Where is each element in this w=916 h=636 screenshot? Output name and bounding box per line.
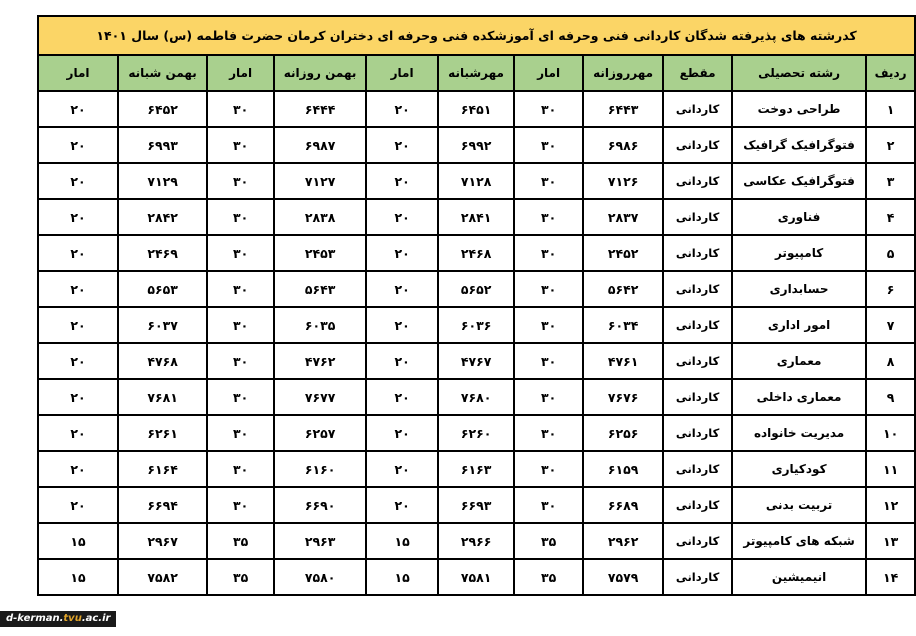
mehr-evening-code-cell: ۷۱۲۸: [438, 163, 514, 199]
bahman-evening-count-cell: ۱۵: [38, 559, 118, 595]
table-row: [38, 91, 915, 127]
row-number-cell: ۶: [866, 271, 915, 307]
bahman-evening-count-cell: ۲۰: [38, 199, 118, 235]
row-number-cell: ۷: [866, 307, 915, 343]
mehr-day-count-cell: ۳۰: [514, 415, 583, 451]
header-bahman-evening: بهمن شبانه: [118, 55, 207, 91]
bahman-evening-code-cell: ۶۹۹۳: [118, 127, 207, 163]
table-row: [38, 343, 915, 379]
header-bahman-day: بهمن روزانه: [274, 55, 366, 91]
mehr-day-count-cell: ۳۰: [514, 163, 583, 199]
level-cell: کاردانی: [663, 235, 732, 271]
bahman-day-count-cell: ۳۰: [207, 415, 274, 451]
bahman-evening-count-cell: ۲۰: [38, 235, 118, 271]
row-number-cell: ۱: [866, 91, 915, 127]
mehr-evening-count-cell: ۲۰: [366, 91, 438, 127]
field-cell: مدیریت خانواده: [732, 415, 866, 451]
row-number-cell: ۵: [866, 235, 915, 271]
watermark-suffix: .ac.ir: [81, 613, 111, 624]
bahman-evening-count-cell: ۲۰: [38, 415, 118, 451]
bahman-day-count-cell: ۳۰: [207, 163, 274, 199]
mehr-evening-count-cell: ۲۰: [366, 343, 438, 379]
header-mehr-day-count: امار: [514, 55, 583, 91]
row-number-cell: ۳: [866, 163, 915, 199]
mehr-evening-code-cell: ۶۹۹۲: [438, 127, 514, 163]
row-number-cell: ۲: [866, 127, 915, 163]
field-cell: معماری: [732, 343, 866, 379]
table-row: [38, 379, 915, 415]
bahman-day-code-cell: ۶۱۶۰: [274, 451, 366, 487]
table-row: [38, 235, 915, 271]
header-mehr-evening: مهرشبانه: [438, 55, 514, 91]
mehr-day-code-cell: ۷۵۷۹: [583, 559, 663, 595]
row-number-cell: ۱۱: [866, 451, 915, 487]
mehr-day-code-cell: ۵۶۴۲: [583, 271, 663, 307]
mehr-evening-count-cell: ۲۰: [366, 163, 438, 199]
row-number-cell: ۱۴: [866, 559, 915, 595]
row-number-cell: ۱۲: [866, 487, 915, 523]
mehr-evening-code-cell: ۶۲۶۰: [438, 415, 514, 451]
bahman-evening-code-cell: ۶۶۹۴: [118, 487, 207, 523]
mehr-day-code-cell: ۶۹۸۶: [583, 127, 663, 163]
bahman-day-code-cell: ۲۸۳۸: [274, 199, 366, 235]
bahman-day-code-cell: ۶۲۵۷: [274, 415, 366, 451]
table-row: [38, 559, 915, 595]
level-cell: کاردانی: [663, 415, 732, 451]
mehr-evening-count-cell: ۲۰: [366, 271, 438, 307]
header-mehr-day: مهرروزانه: [583, 55, 663, 91]
mehr-day-count-cell: ۳۵: [514, 559, 583, 595]
bahman-day-count-cell: ۳۰: [207, 199, 274, 235]
mehr-evening-code-cell: ۴۷۶۷: [438, 343, 514, 379]
bahman-evening-code-cell: ۷۵۸۲: [118, 559, 207, 595]
mehr-day-code-cell: ۶۰۳۴: [583, 307, 663, 343]
bahman-evening-count-cell: ۱۵: [38, 523, 118, 559]
bahman-day-code-cell: ۷۵۸۰: [274, 559, 366, 595]
mehr-evening-code-cell: ۲۴۶۸: [438, 235, 514, 271]
field-cell: طراحی دوخت: [732, 91, 866, 127]
header-bahman-day-count: امار: [207, 55, 274, 91]
mehr-day-code-cell: ۷۱۲۶: [583, 163, 663, 199]
level-cell: کاردانی: [663, 451, 732, 487]
bahman-day-code-cell: ۶۶۹۰: [274, 487, 366, 523]
bahman-evening-code-cell: ۷۱۲۹: [118, 163, 207, 199]
bahman-day-count-cell: ۳۰: [207, 91, 274, 127]
mehr-day-code-cell: ۲۹۶۲: [583, 523, 663, 559]
level-cell: کاردانی: [663, 91, 732, 127]
bahman-evening-code-cell: ۷۶۸۱: [118, 379, 207, 415]
mehr-day-count-cell: ۳۰: [514, 235, 583, 271]
bahman-evening-count-cell: ۲۰: [38, 271, 118, 307]
field-cell: فتوگرافیک گرافیک: [732, 127, 866, 163]
mehr-day-code-cell: ۲۴۵۲: [583, 235, 663, 271]
level-cell: کاردانی: [663, 199, 732, 235]
bahman-day-code-cell: ۷۱۲۷: [274, 163, 366, 199]
field-cell: انیمیشین: [732, 559, 866, 595]
mehr-evening-count-cell: ۲۰: [366, 127, 438, 163]
bahman-day-code-cell: ۴۷۶۲: [274, 343, 366, 379]
mehr-evening-code-cell: ۶۶۹۳: [438, 487, 514, 523]
bahman-evening-count-cell: ۲۰: [38, 307, 118, 343]
bahman-evening-code-cell: ۵۶۵۳: [118, 271, 207, 307]
table-row: [38, 127, 915, 163]
field-cell: تربیت بدنی: [732, 487, 866, 523]
bahman-evening-code-cell: ۴۷۶۸: [118, 343, 207, 379]
mehr-evening-code-cell: ۶۱۶۳: [438, 451, 514, 487]
bahman-evening-code-cell: ۶۱۶۴: [118, 451, 207, 487]
bahman-evening-code-cell: ۲۹۶۷: [118, 523, 207, 559]
mehr-evening-count-cell: ۲۰: [366, 415, 438, 451]
bahman-evening-code-cell: ۲۸۴۲: [118, 199, 207, 235]
bahman-day-count-cell: ۳۰: [207, 127, 274, 163]
table-body: [38, 91, 915, 595]
bahman-day-code-cell: ۲۴۵۳: [274, 235, 366, 271]
field-cell: معماری داخلی: [732, 379, 866, 415]
table-row: [38, 415, 915, 451]
mehr-evening-count-cell: ۱۵: [366, 523, 438, 559]
bahman-day-count-cell: ۳۰: [207, 451, 274, 487]
bahman-day-count-cell: ۳۰: [207, 307, 274, 343]
mehr-evening-code-cell: ۲۹۶۶: [438, 523, 514, 559]
mehr-evening-count-cell: ۲۰: [366, 487, 438, 523]
mehr-day-count-cell: ۳۰: [514, 271, 583, 307]
header-row: [38, 55, 915, 91]
level-cell: کاردانی: [663, 127, 732, 163]
table-row: [38, 523, 915, 559]
bahman-day-count-cell: ۳۰: [207, 235, 274, 271]
header-level: مقطع: [663, 55, 732, 91]
bahman-evening-count-cell: ۲۰: [38, 163, 118, 199]
row-number-cell: ۸: [866, 343, 915, 379]
bahman-evening-code-cell: ۲۴۶۹: [118, 235, 207, 271]
mehr-evening-code-cell: ۷۵۸۱: [438, 559, 514, 595]
bahman-day-code-cell: ۶۹۸۷: [274, 127, 366, 163]
mehr-evening-code-cell: ۵۶۵۲: [438, 271, 514, 307]
mehr-evening-count-cell: ۱۵: [366, 559, 438, 595]
bahman-day-code-cell: ۲۹۶۳: [274, 523, 366, 559]
bahman-day-count-cell: ۳۵: [207, 559, 274, 595]
mehr-evening-count-cell: ۲۰: [366, 379, 438, 415]
level-cell: کاردانی: [663, 559, 732, 595]
table-row: [38, 199, 915, 235]
mehr-evening-code-cell: ۶۰۳۶: [438, 307, 514, 343]
mehr-evening-count-cell: ۲۰: [366, 451, 438, 487]
level-cell: کاردانی: [663, 271, 732, 307]
bahman-evening-count-cell: ۲۰: [38, 379, 118, 415]
mehr-evening-count-cell: ۲۰: [366, 307, 438, 343]
bahman-day-count-cell: ۳۰: [207, 487, 274, 523]
mehr-day-code-cell: ۷۶۷۶: [583, 379, 663, 415]
bahman-day-count-cell: ۳۰: [207, 343, 274, 379]
header-bahman-evening-count: امار: [38, 55, 118, 91]
admissions-table-container: [37, 15, 907, 596]
mehr-day-code-cell: ۲۸۳۷: [583, 199, 663, 235]
table-row: [38, 307, 915, 343]
header-row-number: ردیف: [866, 55, 915, 91]
mehr-day-code-cell: ۶۱۵۹: [583, 451, 663, 487]
mehr-day-code-cell: ۶۶۸۹: [583, 487, 663, 523]
row-number-cell: ۹: [866, 379, 915, 415]
mehr-day-count-cell: ۳۰: [514, 307, 583, 343]
field-cell: شبکه های کامپیوتر: [732, 523, 866, 559]
field-cell: فناوری: [732, 199, 866, 235]
level-cell: کاردانی: [663, 379, 732, 415]
level-cell: کاردانی: [663, 487, 732, 523]
mehr-evening-count-cell: ۲۰: [366, 235, 438, 271]
bahman-evening-count-cell: ۲۰: [38, 451, 118, 487]
table-row: [38, 271, 915, 307]
mehr-day-count-cell: ۳۰: [514, 379, 583, 415]
mehr-day-code-cell: ۶۲۵۶: [583, 415, 663, 451]
level-cell: کاردانی: [663, 343, 732, 379]
bahman-day-code-cell: ۶۰۳۵: [274, 307, 366, 343]
mehr-day-count-cell: ۳۰: [514, 343, 583, 379]
level-cell: کاردانی: [663, 523, 732, 559]
row-number-cell: ۴: [866, 199, 915, 235]
mehr-evening-code-cell: ۲۸۴۱: [438, 199, 514, 235]
admissions-table: [37, 15, 916, 596]
field-cell: امور اداری: [732, 307, 866, 343]
mehr-evening-code-cell: ۷۶۸۰: [438, 379, 514, 415]
bahman-day-code-cell: ۵۶۴۳: [274, 271, 366, 307]
watermark-prefix: d-kerman.: [6, 613, 64, 624]
mehr-evening-code-cell: ۶۴۵۱: [438, 91, 514, 127]
mehr-evening-count-cell: ۲۰: [366, 199, 438, 235]
level-cell: کاردانی: [663, 163, 732, 199]
header-field: رشته تحصیلی: [732, 55, 866, 91]
mehr-day-count-cell: ۳۰: [514, 199, 583, 235]
row-number-cell: ۱۳: [866, 523, 915, 559]
bahman-evening-count-cell: ۲۰: [38, 91, 118, 127]
mehr-day-count-cell: ۳۰: [514, 91, 583, 127]
bahman-day-code-cell: ۶۴۴۴: [274, 91, 366, 127]
bahman-day-count-cell: ۳۵: [207, 523, 274, 559]
field-cell: کامپیوتر: [732, 235, 866, 271]
bahman-day-code-cell: ۷۶۷۷: [274, 379, 366, 415]
site-watermark: [0, 611, 116, 627]
bahman-day-count-cell: ۳۰: [207, 379, 274, 415]
row-number-cell: ۱۰: [866, 415, 915, 451]
table-row: [38, 451, 915, 487]
bahman-evening-count-cell: ۲۰: [38, 487, 118, 523]
field-cell: فتوگرافیک عکاسی: [732, 163, 866, 199]
mehr-day-count-cell: ۳۰: [514, 487, 583, 523]
mehr-day-code-cell: ۶۴۴۳: [583, 91, 663, 127]
table-row: [38, 163, 915, 199]
field-cell: کودکیاری: [732, 451, 866, 487]
mehr-day-count-cell: ۳۰: [514, 451, 583, 487]
table-row: [38, 487, 915, 523]
bahman-evening-code-cell: ۶۴۵۲: [118, 91, 207, 127]
mehr-day-count-cell: ۳۰: [514, 127, 583, 163]
level-cell: کاردانی: [663, 307, 732, 343]
header-mehr-evening-count: امار: [366, 55, 438, 91]
field-cell: حسابداری: [732, 271, 866, 307]
bahman-evening-code-cell: ۶۲۶۱: [118, 415, 207, 451]
bahman-day-count-cell: ۳۰: [207, 271, 274, 307]
bahman-evening-count-cell: ۲۰: [38, 343, 118, 379]
bahman-evening-count-cell: ۲۰: [38, 127, 118, 163]
mehr-day-code-cell: ۴۷۶۱: [583, 343, 663, 379]
watermark-accent: tvu: [63, 613, 82, 624]
table-title: کدرشته های پذیرفته شدگان کاردانی فنی وحرفه ای آموزشکده فنی وحرفه ای دختران کرمان حضرت فاطمه (س) سال ۱۴۰۱: [38, 16, 915, 55]
bahman-evening-code-cell: ۶۰۳۷: [118, 307, 207, 343]
mehr-day-count-cell: ۳۵: [514, 523, 583, 559]
